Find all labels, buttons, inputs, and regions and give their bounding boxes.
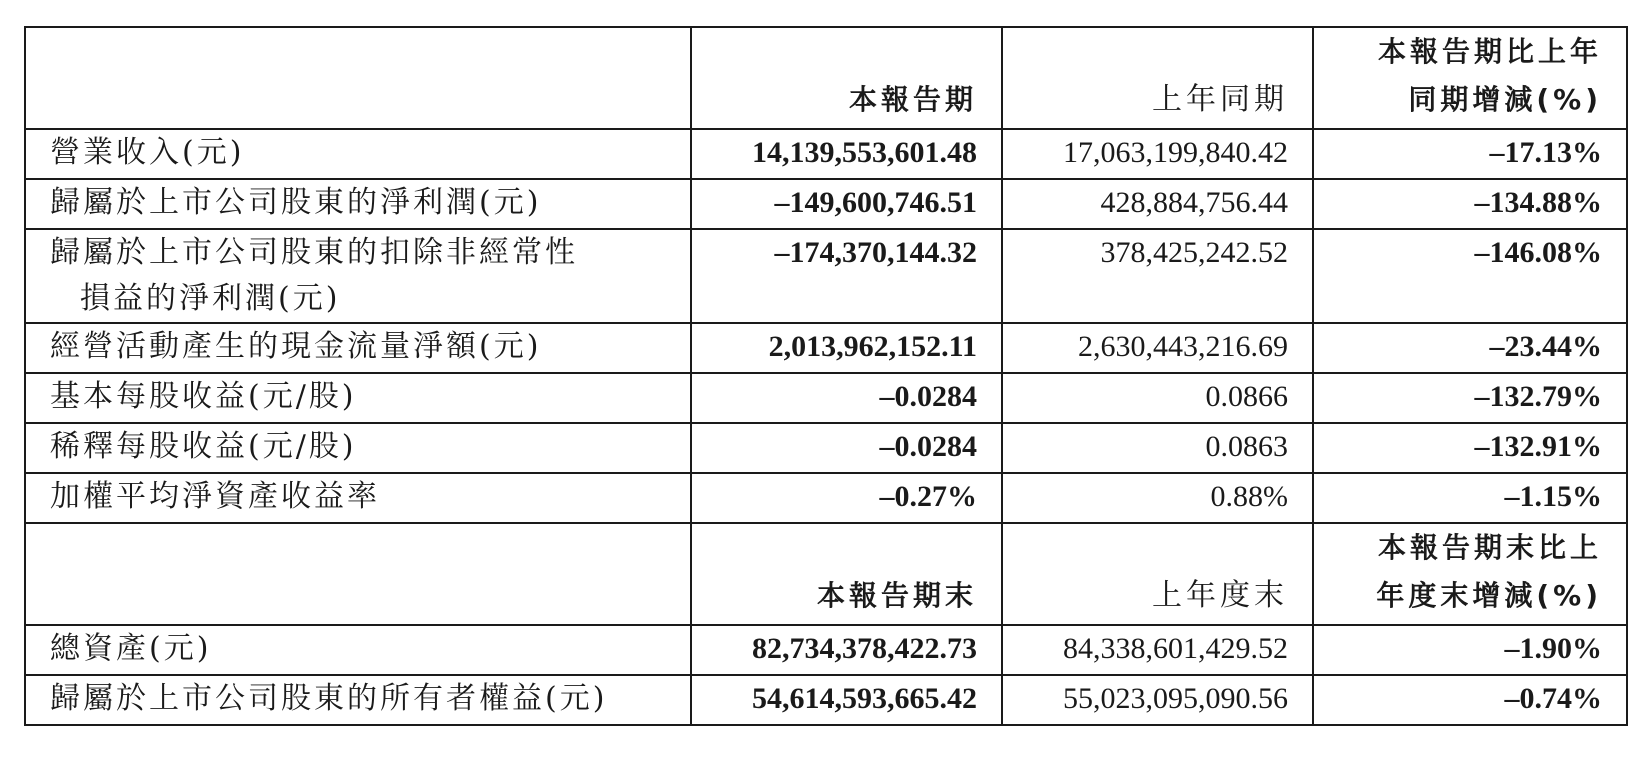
row-label: 營業收入(元) [25, 129, 691, 179]
prior-value: 2,630,443,216.69 [1002, 323, 1313, 373]
prior-value: 0.88% [1002, 473, 1313, 523]
prior-value: 17,063,199,840.42 [1002, 129, 1313, 179]
current-value: –174,370,144.32 [691, 229, 1002, 323]
table-row [25, 373, 1627, 423]
table-row [25, 625, 1627, 675]
row-label-line2: 損益的淨利潤(元) [80, 281, 341, 316]
row-label: 歸屬於上市公司股東的淨利潤(元) [25, 179, 691, 229]
financial-summary-table [24, 26, 1628, 726]
current-value: 2,013,962,152.11 [691, 323, 1002, 373]
header-change-line2: 同期增減(%) [1408, 83, 1602, 116]
header-current-period-end: 本報告期末 [691, 523, 1002, 625]
table-row [25, 129, 1627, 179]
table-row [25, 229, 1627, 323]
row-label: 經營活動產生的現金流量淨額(元) [25, 323, 691, 373]
header-change-line1: 本報告期比上年 [1377, 35, 1602, 68]
prior-value: 0.0863 [1002, 423, 1313, 473]
row-label-line1: 歸屬於上市公司股東的扣除非經常性 [50, 235, 578, 270]
prior-value: 84,338,601,429.52 [1002, 625, 1313, 675]
header-change-end [1313, 523, 1627, 625]
prior-value: 428,884,756.44 [1002, 179, 1313, 229]
prior-value: 378,425,242.52 [1002, 229, 1313, 323]
header-prior-period: 上年同期 [1002, 27, 1313, 129]
change-value: –0.74% [1313, 675, 1627, 725]
header-blank-cell [25, 27, 691, 129]
current-value: –0.0284 [691, 373, 1002, 423]
current-value: 82,734,378,422.73 [691, 625, 1002, 675]
header-row-period [25, 27, 1627, 129]
row-label: 總資產(元) [25, 625, 691, 675]
table-row [25, 423, 1627, 473]
current-value: 14,139,553,601.48 [691, 129, 1002, 179]
prior-value: 55,023,095,090.56 [1002, 675, 1313, 725]
change-value: –134.88% [1313, 179, 1627, 229]
row-label: 歸屬於上市公司股東的所有者權益(元) [25, 675, 691, 725]
change-value: –23.44% [1313, 323, 1627, 373]
row-label: 基本每股收益(元/股) [25, 373, 691, 423]
change-value: –146.08% [1313, 229, 1627, 323]
row-label: 稀釋每股收益(元/股) [25, 423, 691, 473]
header-change-end-line2: 年度末增減(%) [1376, 579, 1602, 612]
current-value: –0.27% [691, 473, 1002, 523]
change-value: –1.15% [1313, 473, 1627, 523]
row-label [25, 229, 691, 323]
header-change [1313, 27, 1627, 129]
current-value: 54,614,593,665.42 [691, 675, 1002, 725]
table-row [25, 675, 1627, 725]
change-value: –17.13% [1313, 129, 1627, 179]
current-value: –149,600,746.51 [691, 179, 1002, 229]
change-value: –132.91% [1313, 423, 1627, 473]
header-prior-year-end: 上年度末 [1002, 523, 1313, 625]
header-row-period-end [25, 523, 1627, 625]
header-current-period: 本報告期 [691, 27, 1002, 129]
row-label: 加權平均淨資產收益率 [25, 473, 691, 523]
table-row [25, 179, 1627, 229]
header-change-end-line1: 本報告期末比上 [1377, 531, 1602, 564]
table-row [25, 323, 1627, 373]
prior-value: 0.0866 [1002, 373, 1313, 423]
header-blank-cell [25, 523, 691, 625]
change-value: –132.79% [1313, 373, 1627, 423]
change-value: –1.90% [1313, 625, 1627, 675]
current-value: –0.0284 [691, 423, 1002, 473]
table-row [25, 473, 1627, 523]
